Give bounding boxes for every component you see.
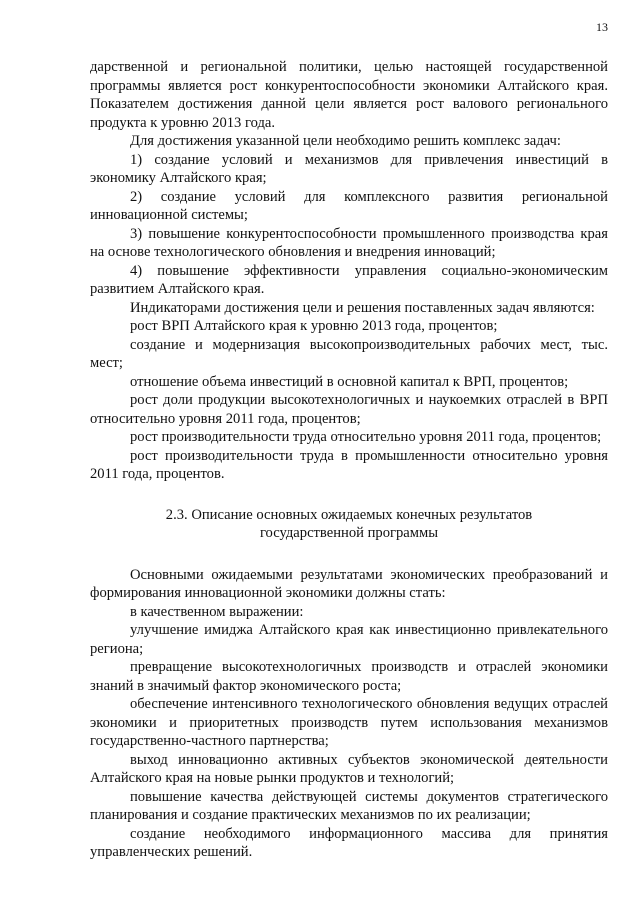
list-item-result-4: выход инновационно активных субъектов экономической деятельности Алтайского края на новые рынки продуктов и технологий; [90,751,608,786]
paragraph-tasks-intro: Для достижения указанной цели необходимо решить комплекс задач: [130,133,561,149]
paragraph-qualitative-label: в качественном выражении: [130,603,304,620]
list-item-task-2: 2) создание условий для комплексного развития региональной инновационной системы; [90,188,608,223]
list-item-indicator-6: рост производительности труда в промышленности относительно уровня 2011 года, процентов. [90,447,608,482]
list-item-result-5: повышение качества действующей системы документов стратегического планирования и создание практических механизмов по их реализации; [90,788,608,823]
section-heading-line-1: 2.3. Описание основных ожидаемых конечных результатов [165,506,533,523]
list-item-task-4: 4) повышение эффективности управления социально-экономическим развитием Алтайского края. [90,262,608,297]
list-item-task-1: 1) создание условий и механизмов для привлечения инвестиций в экономику Алтайского края; [90,151,608,186]
list-item-indicator-1: рост ВРП Алтайского края к уровню 2013 года, процентов; [130,318,498,334]
document-body [90,58,608,862]
section-heading-line-2: государственной программы [259,525,439,541]
paragraph-indicators-intro: Индикаторами достижения цели и решения поставленных задач являются: [130,299,595,316]
list-item-task-3: 3) повышение конкурентоспособности промышленного производства края на основе технологического обновления и внедрения инноваций; [90,225,608,260]
paragraph-results-intro: Основными ожидаемыми результатами экономических преобразований и формирования инновационной экономики должны стать: [90,566,608,601]
section-expected-results [90,566,608,862]
list-item-indicator-4: рост доли продукции высокотехнологичных и наукоемких отраслей в ВРП относительно уровня 2011 года, процентов; [90,392,608,427]
list-item-result-6: создание необходимого информационного массива для принятия управленческих решений. [90,825,608,860]
list-item-result-1: улучшение имиджа Алтайского края как инвестиционно привлекательного региона; [90,622,608,657]
list-item-result-3: обеспечение интенсивного технологического обновления ведущих отраслей экономики и приоритетных производств путем использования механизмов государственно-частного партнерства; [90,696,608,749]
paragraph-goal: дарственной и региональной политики, целью настоящей государственной программы является рост конкурентоспособности экономики Алтайского края. Показателем достижения данной цели является рост валового регионального продукта к уровню 2013 года. [90,59,608,131]
section-heading [90,506,608,543]
list-item-indicator-2: создание и модернизация высокопроизводительных рабочих мест, тыс. мест; [90,336,608,371]
list-item-indicator-3: отношение объема инвестиций в основной капитал к ВРП, процентов; [130,373,569,390]
page-number: 13 [596,20,608,34]
list-item-indicator-5: рост производительности труда относительно уровня 2011 года, процентов; [130,429,602,445]
section-goals-and-indicators [90,58,608,484]
list-item-result-2: превращение высокотехнологичных производств и отраслей экономики знаний в значимый фактор экономического роста; [90,659,608,694]
